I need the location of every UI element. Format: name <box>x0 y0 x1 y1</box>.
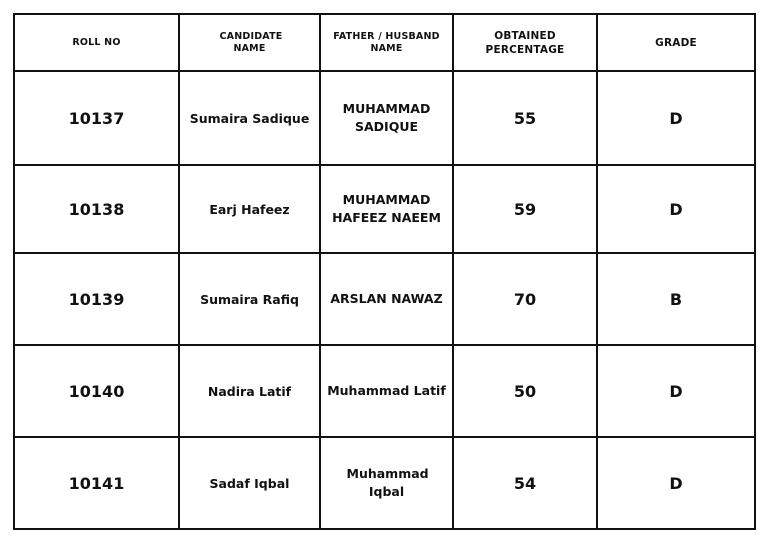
candidate-name-cell: Nadira Latif <box>179 345 320 437</box>
table-row <box>14 165 755 253</box>
father-husband-name-cell <box>320 345 453 437</box>
obtained-percentage-cell: 59 <box>453 165 597 253</box>
table-row <box>14 345 755 437</box>
father-husband-name-text: MUHAMMAD SADIQUE <box>342 101 431 134</box>
results-table <box>13 13 756 530</box>
candidate-name-cell: Sumaira Sadique <box>179 71 320 165</box>
father-husband-name-cell <box>320 437 453 529</box>
obtained-percentage-cell: 70 <box>453 253 597 345</box>
father-husband-name-text: Muhammad Iqbal <box>346 466 429 499</box>
header-obtained-percentage <box>453 14 597 71</box>
header-candidate-name <box>179 14 320 71</box>
header-roll-no: ROLL NO <box>14 14 179 71</box>
obtained-percentage-cell: 50 <box>453 345 597 437</box>
father-husband-name-text: Muhammad Latif <box>327 383 446 398</box>
table-row <box>14 71 755 165</box>
header-grade: GRADE <box>597 14 755 71</box>
roll-no-cell: 10138 <box>14 165 179 253</box>
roll-no-cell: 10139 <box>14 253 179 345</box>
candidate-name-cell: Sadaf Iqbal <box>179 437 320 529</box>
roll-no-cell: 10140 <box>14 345 179 437</box>
roll-no-cell: 10137 <box>14 71 179 165</box>
father-husband-name-cell <box>320 253 453 345</box>
grade-cell: B <box>597 253 755 345</box>
table-row <box>14 253 755 345</box>
header-father-husband-name: FATHER / HUSBAND NAME <box>320 14 453 71</box>
header-obtained-percentage-text: OBTAINED PERCENTAGE <box>485 29 565 56</box>
candidate-name-cell: Sumaira Rafiq <box>179 253 320 345</box>
header-row <box>14 14 755 71</box>
grade-cell: D <box>597 345 755 437</box>
grade-cell: D <box>597 165 755 253</box>
grade-cell: D <box>597 71 755 165</box>
father-husband-name-text: MUHAMMAD HAFEEZ NAEEM <box>332 192 441 225</box>
roll-no-cell: 10141 <box>14 437 179 529</box>
obtained-percentage-cell: 54 <box>453 437 597 529</box>
table-row <box>14 437 755 529</box>
candidate-name-cell: Earj Hafeez <box>179 165 320 253</box>
father-husband-name-cell <box>320 71 453 165</box>
grade-cell: D <box>597 437 755 529</box>
obtained-percentage-cell: 55 <box>453 71 597 165</box>
father-husband-name-cell <box>320 165 453 253</box>
father-husband-name-text: ARSLAN NAWAZ <box>330 291 443 306</box>
header-candidate-name-text: CANDIDATE NAME <box>219 30 283 54</box>
